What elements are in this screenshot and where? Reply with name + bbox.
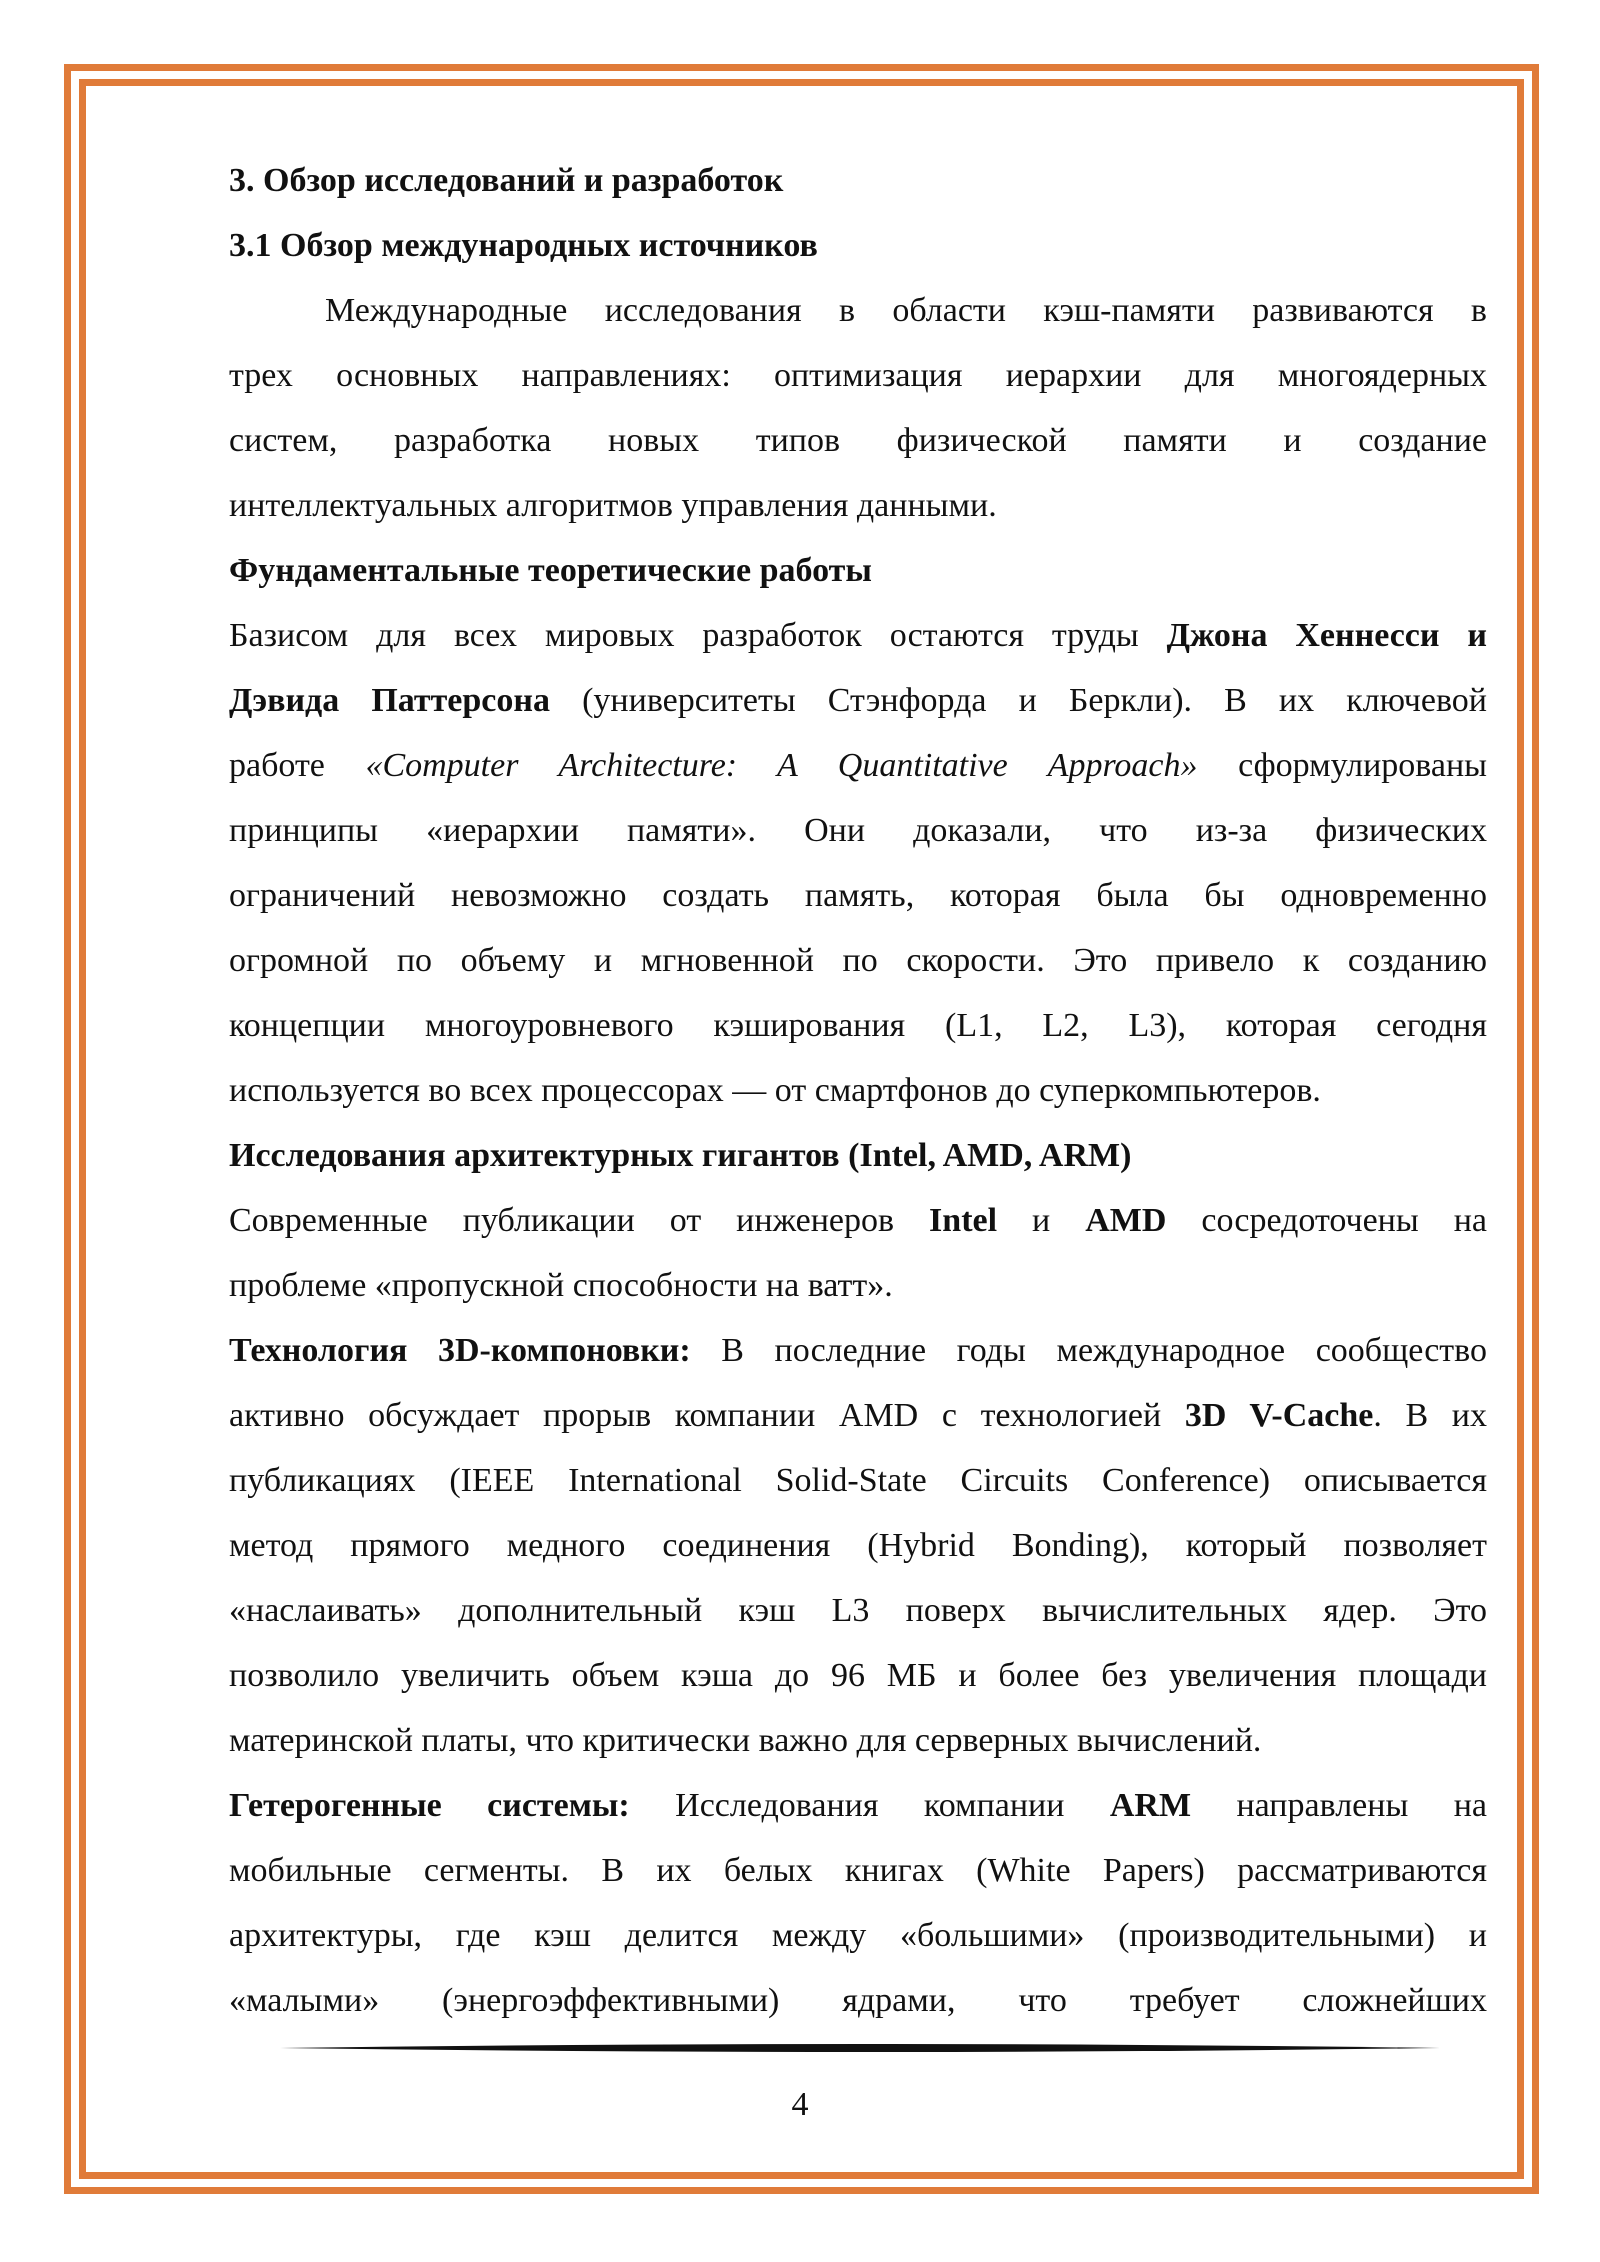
paragraph-line: Базисом для всех мировых разработок остаются труды Джона Хеннесси и — [229, 617, 1487, 654]
paragraph-line: мобильные сегменты. В их белых книгах (White Papers) рассматриваются — [229, 1852, 1487, 1889]
paragraph-line: концепции многоуровневого кэширования (L1, L2, L3), которая сегодня — [229, 1007, 1487, 1044]
paragraph-line: публикациях (IEEE International Solid-State Circuits Conference) описывается — [229, 1462, 1487, 1499]
paragraph-line: Гетерогенные системы: Исследования компании ARM направлены на — [229, 1787, 1487, 1824]
paragraph-line: позволило увеличить объем кэша до 96 МБ и более без увеличения площади — [229, 1657, 1487, 1694]
paragraph-line: «наслаивать» дополнительный кэш L3 поверх вычислительных ядер. Это — [229, 1592, 1487, 1629]
document-body — [229, 148, 1487, 2033]
paragraph-line: принципы «иерархии памяти». Они доказали, что из-за физических — [229, 812, 1487, 849]
paragraph-line: активно обсуждает прорыв компании AMD с технологией 3D V-Cache. В их — [229, 1397, 1487, 1434]
paragraph-line: Современные публикации от инженеров Intel и AMD сосредоточены на — [229, 1202, 1487, 1239]
paragraph-heading: Исследования архитектурных гигантов (Intel, AMD, ARM) — [229, 1137, 1132, 1174]
paragraph-line: «малыми» (энергоэффективными) ядрами, что требует сложнейших — [229, 1982, 1487, 2019]
paragraph-line: архитектуры, где кэш делится между «большими» (производительными) и — [229, 1917, 1487, 1954]
paragraph-line: интеллектуальных алгоритмов управления данными. — [229, 487, 997, 524]
paragraph-line: Дэвида Паттерсона (университеты Стэнфорда и Беркли). В их ключевой — [229, 682, 1487, 719]
paragraph-line: проблеме «пропускной способности на ватт». — [229, 1267, 893, 1304]
paragraph-line: материнской платы, что критически важно для серверных вычислений. — [229, 1722, 1262, 1759]
paragraph-line: Международные исследования в области кэш-памяти развиваются в — [325, 292, 1487, 329]
paragraph-line: огромной по объему и мгновенной по скорости. Это привело к созданию — [229, 942, 1487, 979]
paragraph-line: ограничений невозможно создать память, которая была бы одновременно — [229, 877, 1487, 914]
paragraph-line: Технология 3D-компоновки: В последние годы международное сообщество — [229, 1332, 1487, 1369]
section-heading: 3. Обзор исследований и разработок — [229, 162, 784, 199]
paragraph-line: используется во всех процессорах — от смартфонов до суперкомпьютеров. — [229, 1072, 1321, 1109]
paragraph-line: систем, разработка новых типов физической памяти и создание — [229, 422, 1487, 459]
paragraph-line: трех основных направлениях: оптимизация иерархии для многоядерных — [229, 357, 1487, 394]
subsection-heading: 3.1 Обзор международных источников — [229, 227, 818, 264]
footer-divider — [280, 2040, 1440, 2056]
page-number: 4 — [791, 2086, 809, 2123]
paragraph-heading: Фундаментальные теоретические работы — [229, 552, 872, 589]
paragraph-line: работе «Computer Architecture: A Quantitative Approach» сформулированы — [229, 747, 1487, 784]
paragraph-line: метод прямого медного соединения (Hybrid Bonding), который позволяет — [229, 1527, 1487, 1564]
